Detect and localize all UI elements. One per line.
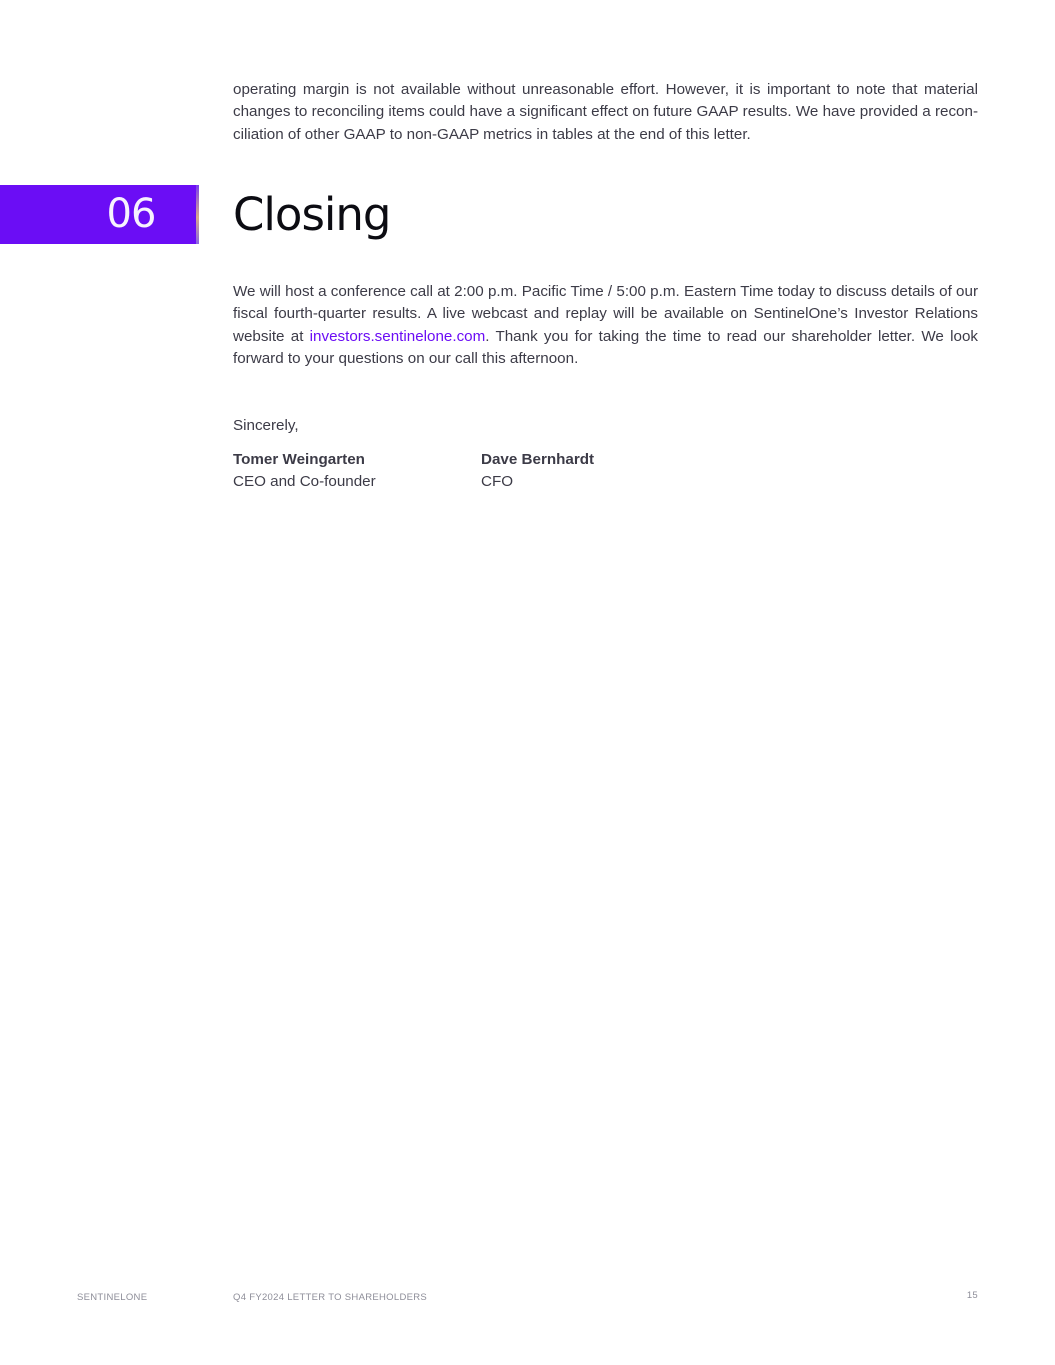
signatory-block: [233, 449, 376, 494]
section-number: 06: [106, 191, 156, 237]
signatory-title: CFO: [481, 473, 514, 491]
page-number: 15: [966, 1290, 978, 1301]
salutation: Sincerely,: [233, 417, 299, 434]
investor-relations-link[interactable]: investors.sentinelone.com: [309, 327, 486, 345]
section-title: Closing: [233, 188, 391, 241]
footer-brand: SENTINELONE: [77, 1292, 148, 1303]
section-band-accent-edge: [196, 185, 199, 244]
closing-text-start: We will host a conference call at 2:00 p.m. Pacific Time / 5:00 p.m. Eastern Time today to discuss details of our fiscal fourth-quarter results. A live webcast and replay will be available on SentinelOne’s Investor Relations website at: [233, 283, 978, 345]
signatory-title: CEO and Co-founder: [233, 473, 376, 491]
closing-paragraph: [233, 281, 978, 371]
footer-document-title: Q4 FY2024 LETTER TO SHAREHOLDERS: [233, 1292, 428, 1303]
signatory-block: [481, 449, 594, 494]
section-number-band: [0, 185, 196, 244]
intro-paragraph: operating margin is not available without unreasonable effort. However, it is important to note that material changes to reconciling items could have a significant effect on future GAAP results. We have provided a reconciliation of other GAAP to non-GAAP metrics in tables at the end of this letter.: [233, 81, 978, 143]
signatory-name: Dave Bernhardt: [481, 451, 595, 468]
closing-text-end: . Thank you for taking the time to read our shareholder letter. We look forward to your questions on our call this afternoon.: [233, 327, 978, 368]
signatory-name: Tomer Weingarten: [233, 451, 365, 468]
